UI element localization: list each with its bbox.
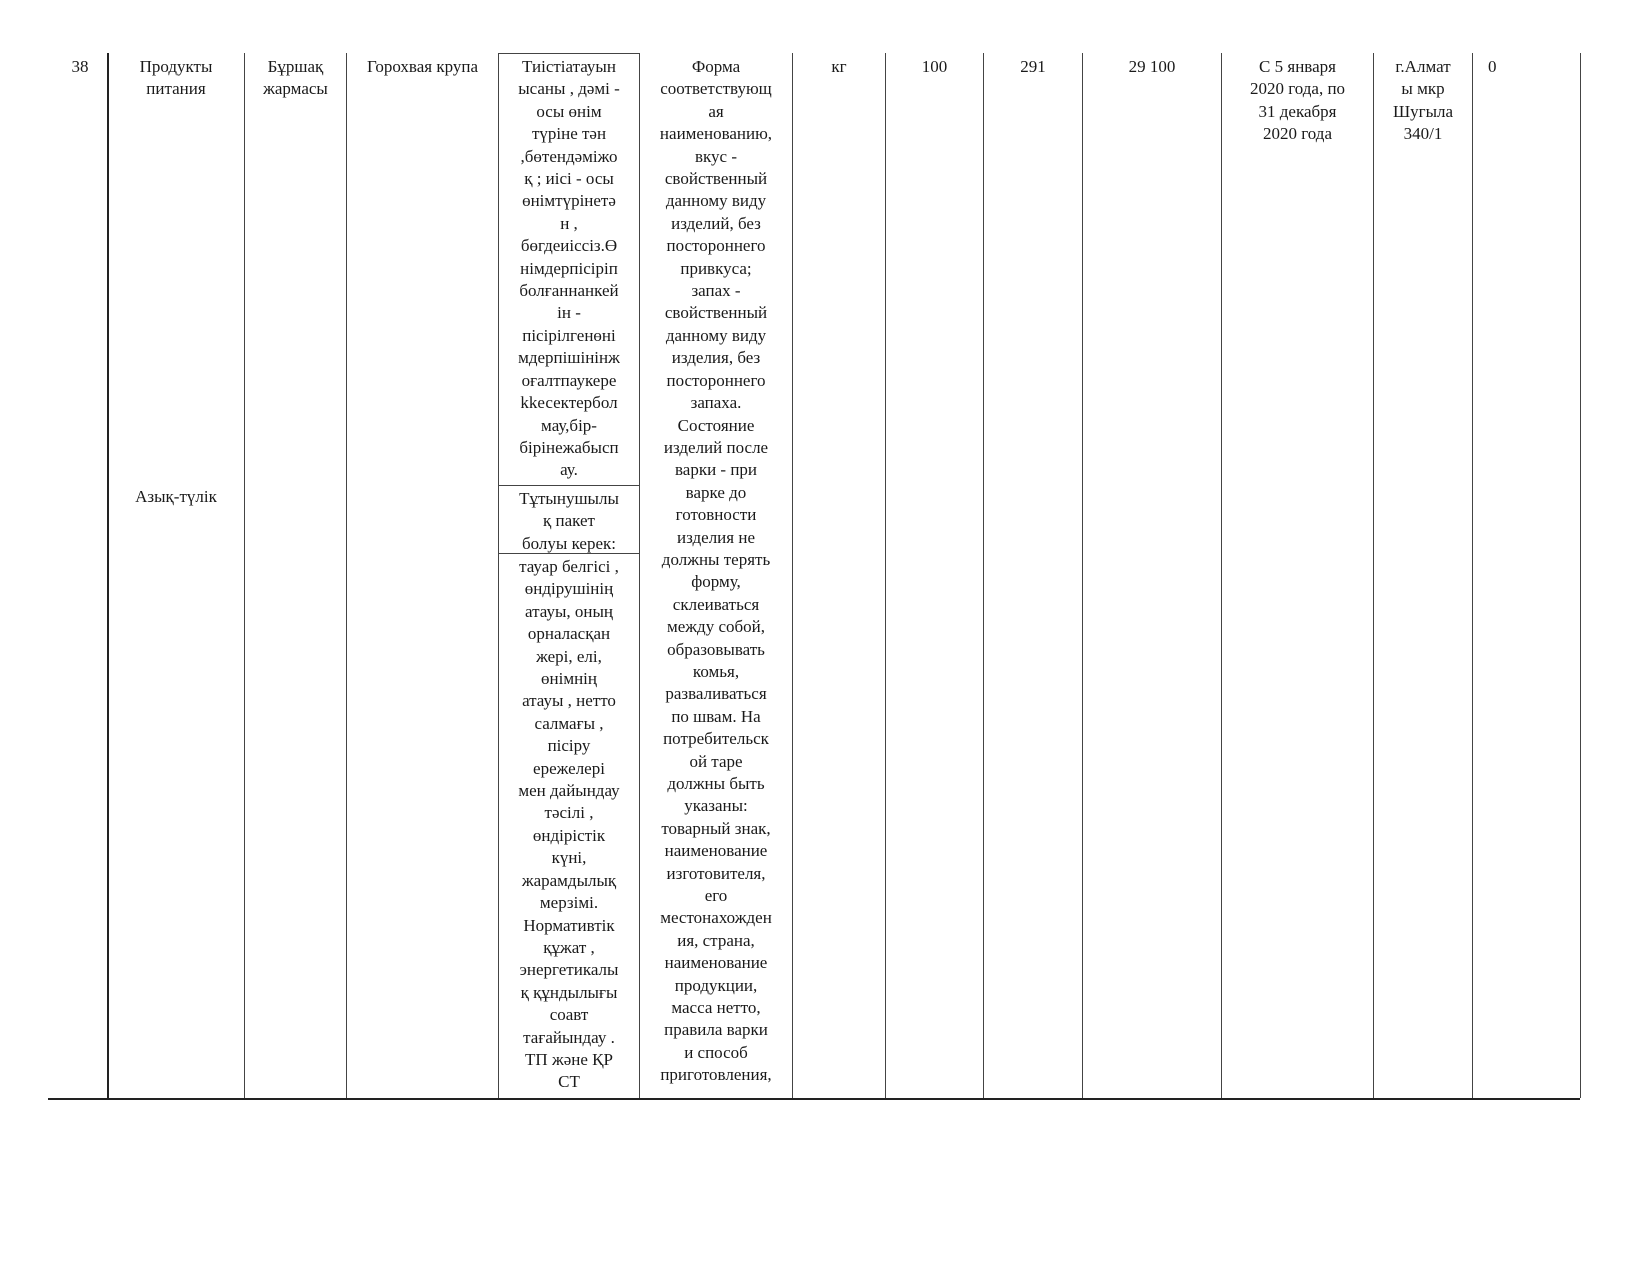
advance-payment: 0	[1488, 57, 1497, 76]
column-divider	[885, 53, 886, 1098]
spec-cell-top-border	[498, 53, 639, 54]
category-kz: Азық-түлік	[135, 487, 217, 506]
product-name-ru: Горохвая крупа	[366, 57, 478, 76]
spec-ru-description: Форма соответствующ ая наименованию, вкус - свойственный данному виду изделий, без постороннего привкуса; запах - свойственный данному виду изделия, без постороннего запаха. Состояние изделий после варки - при варке до готовности изделия не должны терять форму, склеиваться между собой, образовывать комья, разваливаться по швам. На потребительск ой таре должны быть указаны: товарный знак, наименование изготовителя, его местонахожден ия, страна, наименование продукции, масса нетто, правила варки и способ приготовления,	[659, 57, 773, 1085]
column-divider	[1221, 53, 1222, 1098]
unit-price: 291	[1020, 57, 1046, 76]
spec-cell-divider	[498, 485, 639, 486]
delivery-place: г.Алмат ы мкр Шугыла 340/1	[1392, 57, 1454, 144]
table-border-right	[1580, 53, 1581, 1098]
column-divider	[792, 53, 793, 1098]
total-amount: 29 100	[1128, 57, 1176, 76]
column-divider	[1373, 53, 1374, 1098]
spec-kz-package-heading: Тұтынушылы қ пакет болуы керек:	[519, 489, 619, 553]
column-divider	[983, 53, 984, 1098]
table-border-left	[107, 53, 109, 1098]
category-ru: Продукты питания	[139, 57, 213, 99]
quantity: 100	[921, 57, 948, 76]
column-divider	[1472, 53, 1473, 1098]
row-number: 38	[71, 57, 89, 76]
unit-of-measure: кг	[831, 57, 847, 76]
table-border-bottom	[48, 1098, 1580, 1100]
product-name-kz: Бұршақ жармасы	[263, 57, 328, 99]
column-divider	[1082, 53, 1083, 1098]
delivery-period: С 5 января 2020 года, по 31 декабря 2020 года	[1249, 57, 1346, 144]
column-divider	[244, 53, 245, 1098]
column-divider	[346, 53, 347, 1098]
spec-kz-description: Тиістіатауын ысаны , дәмі - осы өнім түріне тән ,бөтендәміжо қ ; иісі - осы өнімтүрінетә н , бөгдеиіссіз.Ө німдерпісіріп болғаннанкей ін - пісірілгенөні мдерпішінінж oғалтпаукере kkесектербол мау,бір- бірінежабысп ау.	[518, 57, 620, 480]
spec-kz-package-details: тауар белгісі , өндірушінің атауы, оның орналасқан жері, елі, өнімнің атауы , нетто салмағы , пісіру ережелері мен дайындау тәсілі , өндірістік күні, жарамдылық мерзімі. Нормативтік құжат , энергетикалы қ құндылығы соавт тағайындау . ТП және ҚР СТ	[518, 557, 620, 1092]
